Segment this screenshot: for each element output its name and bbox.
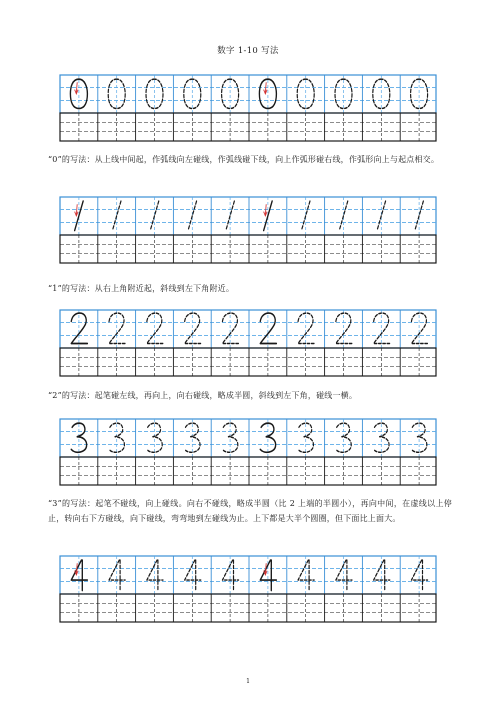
trace-digit — [335, 79, 352, 108]
trace-digit — [377, 201, 386, 230]
description-2: “2”的写法：起笔碰左线，再向上，向右碰线，略成半圆，斜线到左下角，碰线一横。 — [48, 391, 358, 400]
practice-grid-svg — [59, 196, 437, 264]
trace-digit — [374, 313, 390, 343]
practice-grid-svg — [59, 555, 437, 623]
trace-digit — [70, 79, 87, 108]
trace-digit — [373, 79, 390, 108]
page-number: 1 — [246, 678, 250, 685]
trace-digit — [411, 560, 427, 590]
trace-digit — [109, 423, 124, 452]
trace-digit — [259, 79, 276, 108]
trace-digit — [71, 423, 86, 452]
practice-row — [60, 348, 436, 376]
stroke-direction-arrow — [264, 82, 267, 94]
trace-digit — [264, 201, 273, 230]
practice-grid-1 — [59, 196, 437, 264]
trace-digit — [222, 423, 237, 452]
stroke-direction-arrow — [75, 82, 78, 94]
trace-digit — [336, 423, 351, 452]
trace-digit — [260, 560, 276, 590]
trace-digit — [112, 201, 121, 230]
trace-digit — [415, 201, 424, 230]
stroke-direction-arrow — [75, 204, 78, 216]
trace-digit — [411, 423, 426, 452]
trace-digit — [226, 201, 235, 230]
practice-grid-svg — [59, 309, 437, 377]
tracing-row — [60, 556, 436, 594]
trace-digit — [222, 79, 239, 108]
practice-grid-svg — [59, 74, 437, 142]
practice-grid-svg — [59, 418, 437, 486]
trace-digit — [374, 560, 390, 590]
trace-digit — [109, 560, 125, 590]
trace-digit — [185, 560, 201, 590]
description-0: “0”的写法：从上线中间起，作弧线向左碰线，作弧线碰下线，向上作弧形碰右线，作弧形向上与起点相交。 — [48, 155, 440, 164]
trace-digit — [71, 560, 87, 590]
trace-digit — [147, 560, 163, 590]
trace-digit — [108, 79, 125, 108]
practice-row — [60, 457, 436, 485]
page-title: 数字 1-10 写法 — [217, 46, 279, 56]
trace-digit — [71, 313, 87, 343]
trace-digit — [260, 313, 276, 343]
practice-grid-4 — [59, 555, 437, 623]
trace-digit — [146, 79, 163, 108]
trace-digit — [411, 79, 428, 108]
trace-digit — [336, 313, 352, 343]
stroke-direction-arrow — [264, 204, 267, 216]
tracing-row — [60, 75, 436, 113]
trace-digit — [222, 313, 238, 343]
trace-digit — [147, 313, 163, 343]
practice-row — [60, 113, 436, 141]
trace-digit — [411, 313, 427, 343]
trace-digit — [298, 313, 314, 343]
trace-digit — [75, 201, 84, 230]
trace-digit — [297, 79, 314, 108]
trace-digit — [260, 423, 275, 452]
practice-row — [60, 594, 436, 622]
trace-digit — [339, 201, 348, 230]
trace-digit — [150, 201, 159, 230]
trace-digit — [336, 560, 352, 590]
description-3: “3”的写法：起笔不碰线，向上碰线。向右不碰线，略成半圆（比 2 上端的半圆小），再向中间，在虚线以上停止，转向右下方碰线，向下碰线，弯弯地到左碰线为止。上下都是大半个圆圈，但下面比上面大。 — [48, 499, 452, 523]
description-1: “1”的写法：从右上角附近起，斜线到左下角附近。 — [48, 284, 235, 293]
trace-digit — [188, 201, 197, 230]
trace-digit — [184, 79, 201, 108]
trace-digit — [298, 423, 313, 452]
practice-row — [60, 235, 436, 263]
practice-grid-0 — [59, 74, 437, 142]
practice-grid-3 — [59, 418, 437, 486]
trace-digit — [301, 201, 310, 230]
trace-digit — [298, 560, 314, 590]
tracing-row — [60, 419, 436, 457]
trace-digit — [109, 313, 125, 343]
trace-digit — [147, 423, 162, 452]
trace-digit — [374, 423, 389, 452]
tracing-row — [60, 197, 436, 235]
trace-digit — [185, 423, 200, 452]
trace-digit — [222, 560, 238, 590]
tracing-row — [60, 310, 436, 348]
practice-grid-2 — [59, 309, 437, 377]
trace-digit — [185, 313, 201, 343]
